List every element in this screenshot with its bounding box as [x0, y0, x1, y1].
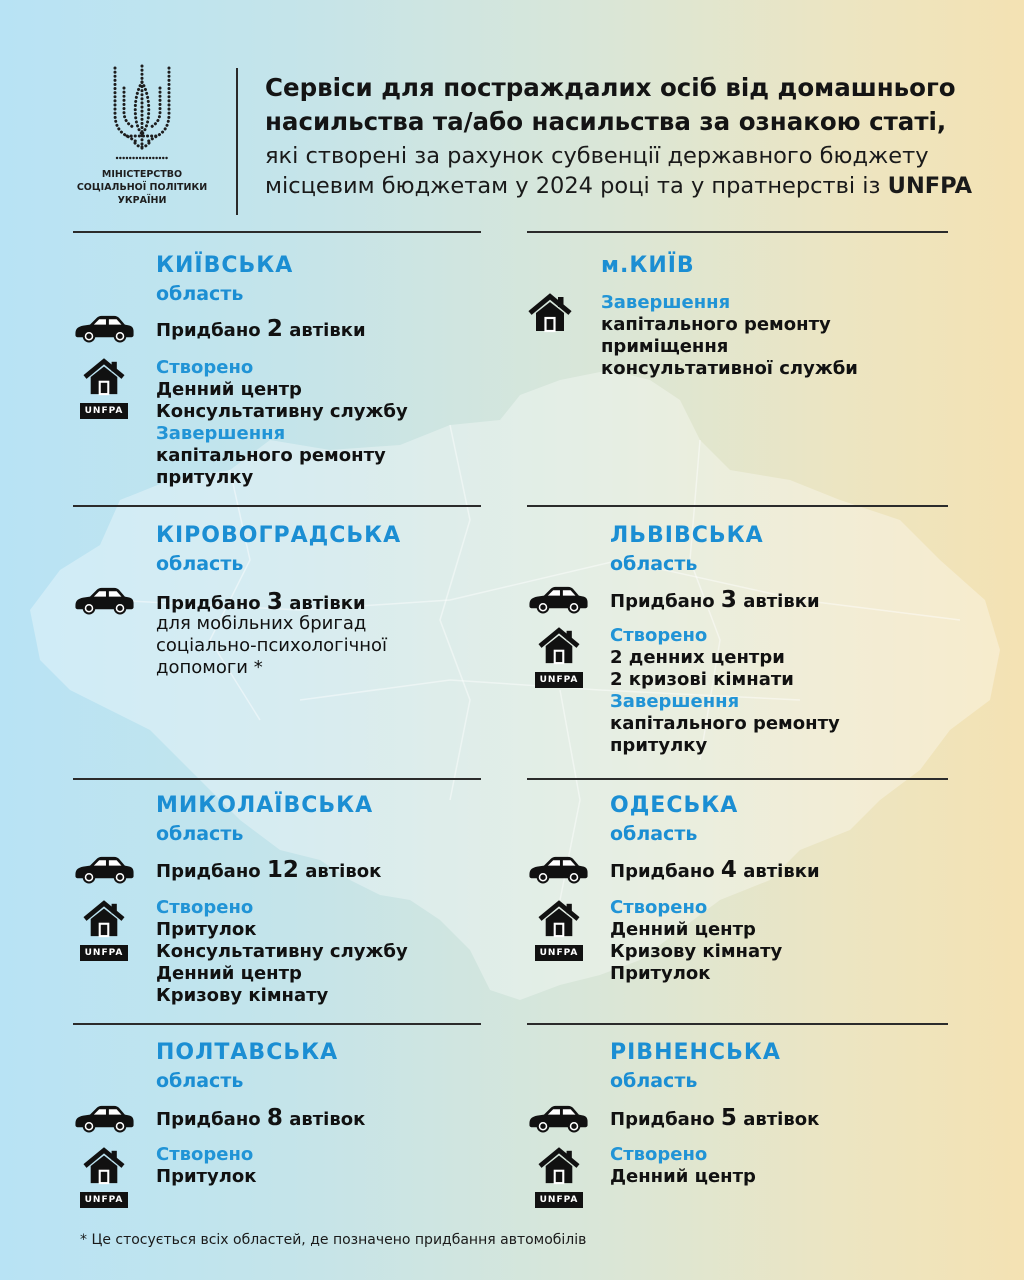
completed-heading: Завершення: [610, 691, 740, 712]
cars-purchased: [156, 857, 381, 885]
divider-poltavska: [73, 1023, 481, 1025]
cars-purchased: [610, 1105, 819, 1133]
list-item: капітального ремонту: [156, 445, 386, 466]
ministry-line-3: УКРАЇНИ: [117, 195, 167, 206]
house-unfpa-icon: [535, 627, 583, 689]
divider-kirovohradska: [73, 505, 481, 507]
services-list: [156, 897, 408, 1007]
list-item: Денний центр: [610, 919, 756, 940]
region-name-kyiv-city: м.КИЇВ: [601, 253, 695, 278]
created-heading: Створено: [610, 897, 708, 918]
region-name-kirovohradska: КІРОВОГРАДСЬКА: [156, 523, 402, 548]
cars-unit: автівки: [289, 593, 366, 614]
trident-icon: [107, 64, 177, 164]
title-line-4: [265, 171, 972, 201]
cars-label: Придбано: [156, 861, 261, 882]
list-item: Притулок: [156, 1166, 257, 1187]
cars-purchased: [610, 857, 820, 885]
divider-lvivska: [527, 505, 948, 507]
title-line-3: які створені за рахунок субвенції державного бюджету: [265, 143, 929, 169]
list-item: Денний центр: [156, 379, 302, 400]
car-icon: [73, 853, 136, 884]
car-icon: [527, 1102, 590, 1133]
list-item: Кризову кімнату: [156, 985, 329, 1006]
created-heading: Створено: [156, 1144, 254, 1165]
cars-purchased: [610, 587, 820, 615]
list-item: для мобільних бригад: [156, 613, 367, 634]
cars-unit: автівки: [743, 861, 820, 882]
list-item: притулку: [610, 735, 708, 756]
list-item: Консультативну службу: [156, 941, 408, 962]
services-list: [610, 625, 840, 757]
house-unfpa-icon: [80, 1147, 128, 1209]
house-unfpa-icon: [80, 900, 128, 962]
list-item: 2 кризові кімнати: [610, 669, 794, 690]
ministry-name: [72, 168, 212, 207]
cars-label: Придбано: [156, 593, 261, 614]
region-name-mykolaivska: МИКОЛАЇВСЬКА: [156, 793, 374, 818]
car-icon: [73, 584, 136, 615]
list-item: соціально-психологічної: [156, 635, 388, 656]
list-item: Притулок: [156, 919, 257, 940]
divider-mykolaivska: [73, 778, 481, 780]
region-subtitle: область: [610, 823, 698, 845]
region-subtitle: область: [156, 1070, 244, 1092]
region-name-odeska: ОДЕСЬКА: [610, 793, 739, 818]
house-icon: [81, 358, 127, 396]
services-list: [156, 357, 408, 489]
car-icon: [73, 312, 136, 343]
house-icon: [527, 293, 573, 333]
house-icon: [536, 1147, 582, 1185]
title-unfpa: UNFPA: [887, 173, 972, 199]
region-name-kyivska: КИЇВСЬКА: [156, 253, 294, 278]
unfpa-badge: UNFPA: [535, 672, 583, 688]
region-name-lvivska: ЛЬВІВСЬКА: [610, 523, 764, 548]
cars-purchased: [156, 1105, 365, 1133]
list-item: Денний центр: [156, 963, 302, 984]
region-subtitle: область: [156, 553, 244, 575]
cars-label: Придбано: [610, 861, 715, 882]
region-subtitle: область: [156, 283, 244, 305]
completed-heading: Завершення: [601, 292, 731, 313]
title-line-2: насильства та/або насильства за ознакою статі,: [265, 107, 947, 136]
cars-count: 12: [266, 857, 299, 883]
list-item: капітального ремонту: [601, 314, 831, 335]
list-item: допомоги *: [156, 657, 263, 678]
services-list: [601, 292, 858, 380]
list-item: консультативної служби: [601, 358, 858, 379]
unfpa-badge: UNFPA: [535, 1192, 583, 1208]
house-icon: [81, 1147, 127, 1185]
list-item: Притулок: [610, 963, 711, 984]
title-line-4-text: місцевим бюджетам у 2024 році та у пратнерстві із: [265, 173, 881, 199]
cars-count: 4: [720, 857, 737, 883]
created-heading: Створено: [156, 357, 254, 378]
cars-unit: автівок: [743, 1109, 820, 1130]
list-item: притулку: [156, 467, 254, 488]
ministry-line-2: СОЦІАЛЬНОЇ ПОЛІТИКИ: [76, 182, 208, 193]
car-icon: [527, 583, 590, 614]
car-icon: [527, 853, 590, 884]
cars-purchased: [156, 316, 366, 344]
list-item: 2 денних центри: [610, 647, 785, 668]
services-list: [610, 897, 782, 985]
divider-kyiv-city: [527, 231, 948, 233]
house-icon: [81, 900, 127, 938]
completed-heading: Завершення: [156, 423, 286, 444]
list-item: Кризову кімнату: [610, 941, 783, 962]
created-heading: Створено: [610, 1144, 708, 1165]
created-heading: Створено: [610, 625, 708, 646]
region-subtitle: область: [610, 1070, 698, 1092]
list-item: Консультативну службу: [156, 401, 408, 422]
cars-label: Придбано: [610, 591, 715, 612]
cars-unit: автівки: [289, 320, 366, 341]
region-name-poltavska: ПОЛТАВСЬКА: [156, 1040, 339, 1065]
house-unfpa-icon: [535, 900, 583, 962]
region-subtitle: область: [156, 823, 244, 845]
region-subtitle: область: [610, 553, 698, 575]
cars-count: 2: [266, 316, 283, 342]
cars-label: Придбано: [610, 1109, 715, 1130]
cars-unit: автівок: [305, 861, 382, 882]
list-item: капітального ремонту: [610, 713, 840, 734]
footnote: * Це стосується всіх областей, де позначено придбання автомобілів: [80, 1232, 587, 1248]
unfpa-badge: UNFPA: [535, 945, 583, 961]
region-name-rivnenska: РІВНЕНСЬКА: [610, 1040, 781, 1065]
services-list: [156, 1144, 257, 1188]
cars-count: 5: [720, 1105, 737, 1131]
list-item: Денний центр: [610, 1166, 756, 1187]
divider-odeska: [527, 778, 948, 780]
unfpa-badge: UNFPA: [80, 403, 128, 419]
cars-unit: автівок: [289, 1109, 366, 1130]
divider-rivnenska: [527, 1023, 948, 1025]
header-divider: [236, 68, 238, 215]
unfpa-badge: UNFPA: [80, 1192, 128, 1208]
services-list: [610, 1144, 756, 1188]
cars-details: [156, 613, 387, 679]
house-unfpa-icon: [535, 1147, 583, 1209]
created-heading: Створено: [156, 897, 254, 918]
cars-count: 8: [266, 1105, 283, 1131]
unfpa-badge: UNFPA: [80, 945, 128, 961]
car-icon: [73, 1102, 136, 1133]
house-icon: [536, 627, 582, 665]
cars-label: Придбано: [156, 320, 261, 341]
cars-unit: автівки: [743, 591, 820, 612]
house-icon: [536, 900, 582, 938]
divider-kyivska: [73, 231, 481, 233]
title-line-1: Сервіси для постраждалих осіб від домашнього: [265, 73, 956, 102]
cars-count: 3: [720, 587, 737, 613]
cars-label: Придбано: [156, 1109, 261, 1130]
house-unfpa-icon: [80, 358, 128, 420]
list-item: приміщення: [601, 336, 729, 357]
ministry-line-1: МІНІСТЕРСТВО: [101, 169, 183, 180]
cars-count: 3: [266, 589, 283, 615]
